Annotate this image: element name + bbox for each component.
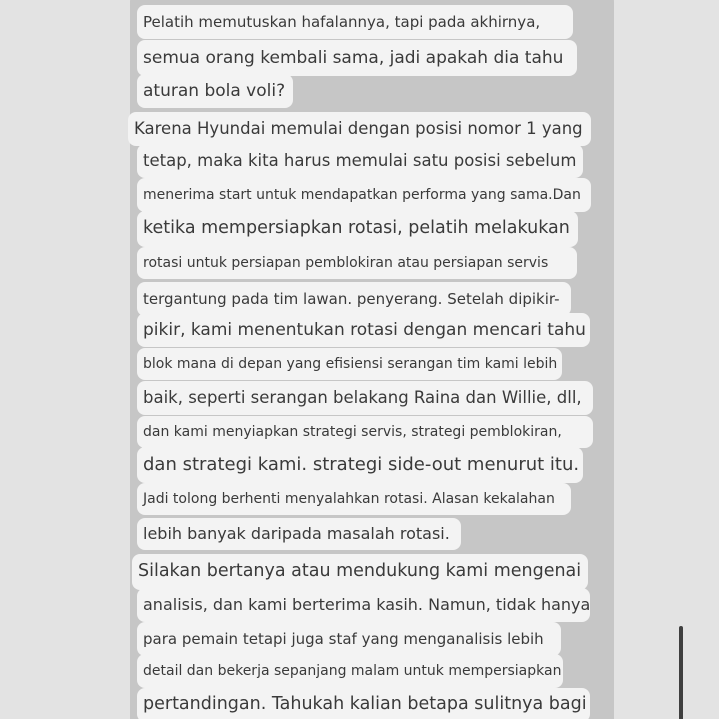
caption-line: ketika mempersiapkan rotasi, pelatih melakukan (137, 211, 578, 247)
caption-line: pertandingan. Tahukah kalian betapa sulitnya bagi (137, 688, 590, 719)
scrollbar[interactable] (679, 626, 683, 719)
caption-line: detail dan bekerja sepanjang malam untuk mempersiapkan (137, 654, 563, 688)
caption-line: analisis, dan kami berterima kasih. Namun, tidak hanya (137, 588, 590, 622)
caption-line: rotasi untuk persiapan pemblokiran atau persiapan servis (137, 247, 577, 279)
caption-line: menerima start untuk mendapatkan performa yang sama.Dan (137, 178, 591, 212)
caption-line: pikir, kami menentukan rotasi dengan mencari tahu (137, 313, 590, 347)
caption-line: lebih banyak daripada masalah rotasi. (137, 518, 461, 550)
caption-line: semua orang kembali sama, jadi apakah dia tahu (137, 40, 577, 76)
caption-line: blok mana di depan yang efisiensi serangan tim kami lebih (137, 348, 562, 380)
caption-line: Karena Hyundai memulai dengan posisi nomor 1 yang (128, 112, 591, 146)
caption-line: Silakan bertanya atau mendukung kami mengenai (132, 554, 588, 590)
caption-line: tergantung pada tim lawan. penyerang. Setelah dipikir- (137, 282, 571, 316)
caption-line: dan kami menyiapkan strategi servis, strategi pemblokiran, (137, 416, 593, 448)
caption-line: Pelatih memutuskan hafalannya, tapi pada akhirnya, (137, 5, 573, 39)
caption-line: para pemain tetapi juga staf yang menganalisis lebih (137, 622, 561, 656)
caption-line: aturan bola voli? (137, 74, 293, 108)
caption-line: dan strategi kami. strategi side-out menurut itu. (137, 447, 583, 483)
caption-line: baik, seperti serangan belakang Raina dan Willie, dll, (137, 381, 593, 415)
caption-line: tetap, maka kita harus memulai satu posisi sebelum (137, 144, 583, 178)
caption-line: Jadi tolong berhenti menyalahkan rotasi. Alasan kekalahan (137, 483, 571, 515)
